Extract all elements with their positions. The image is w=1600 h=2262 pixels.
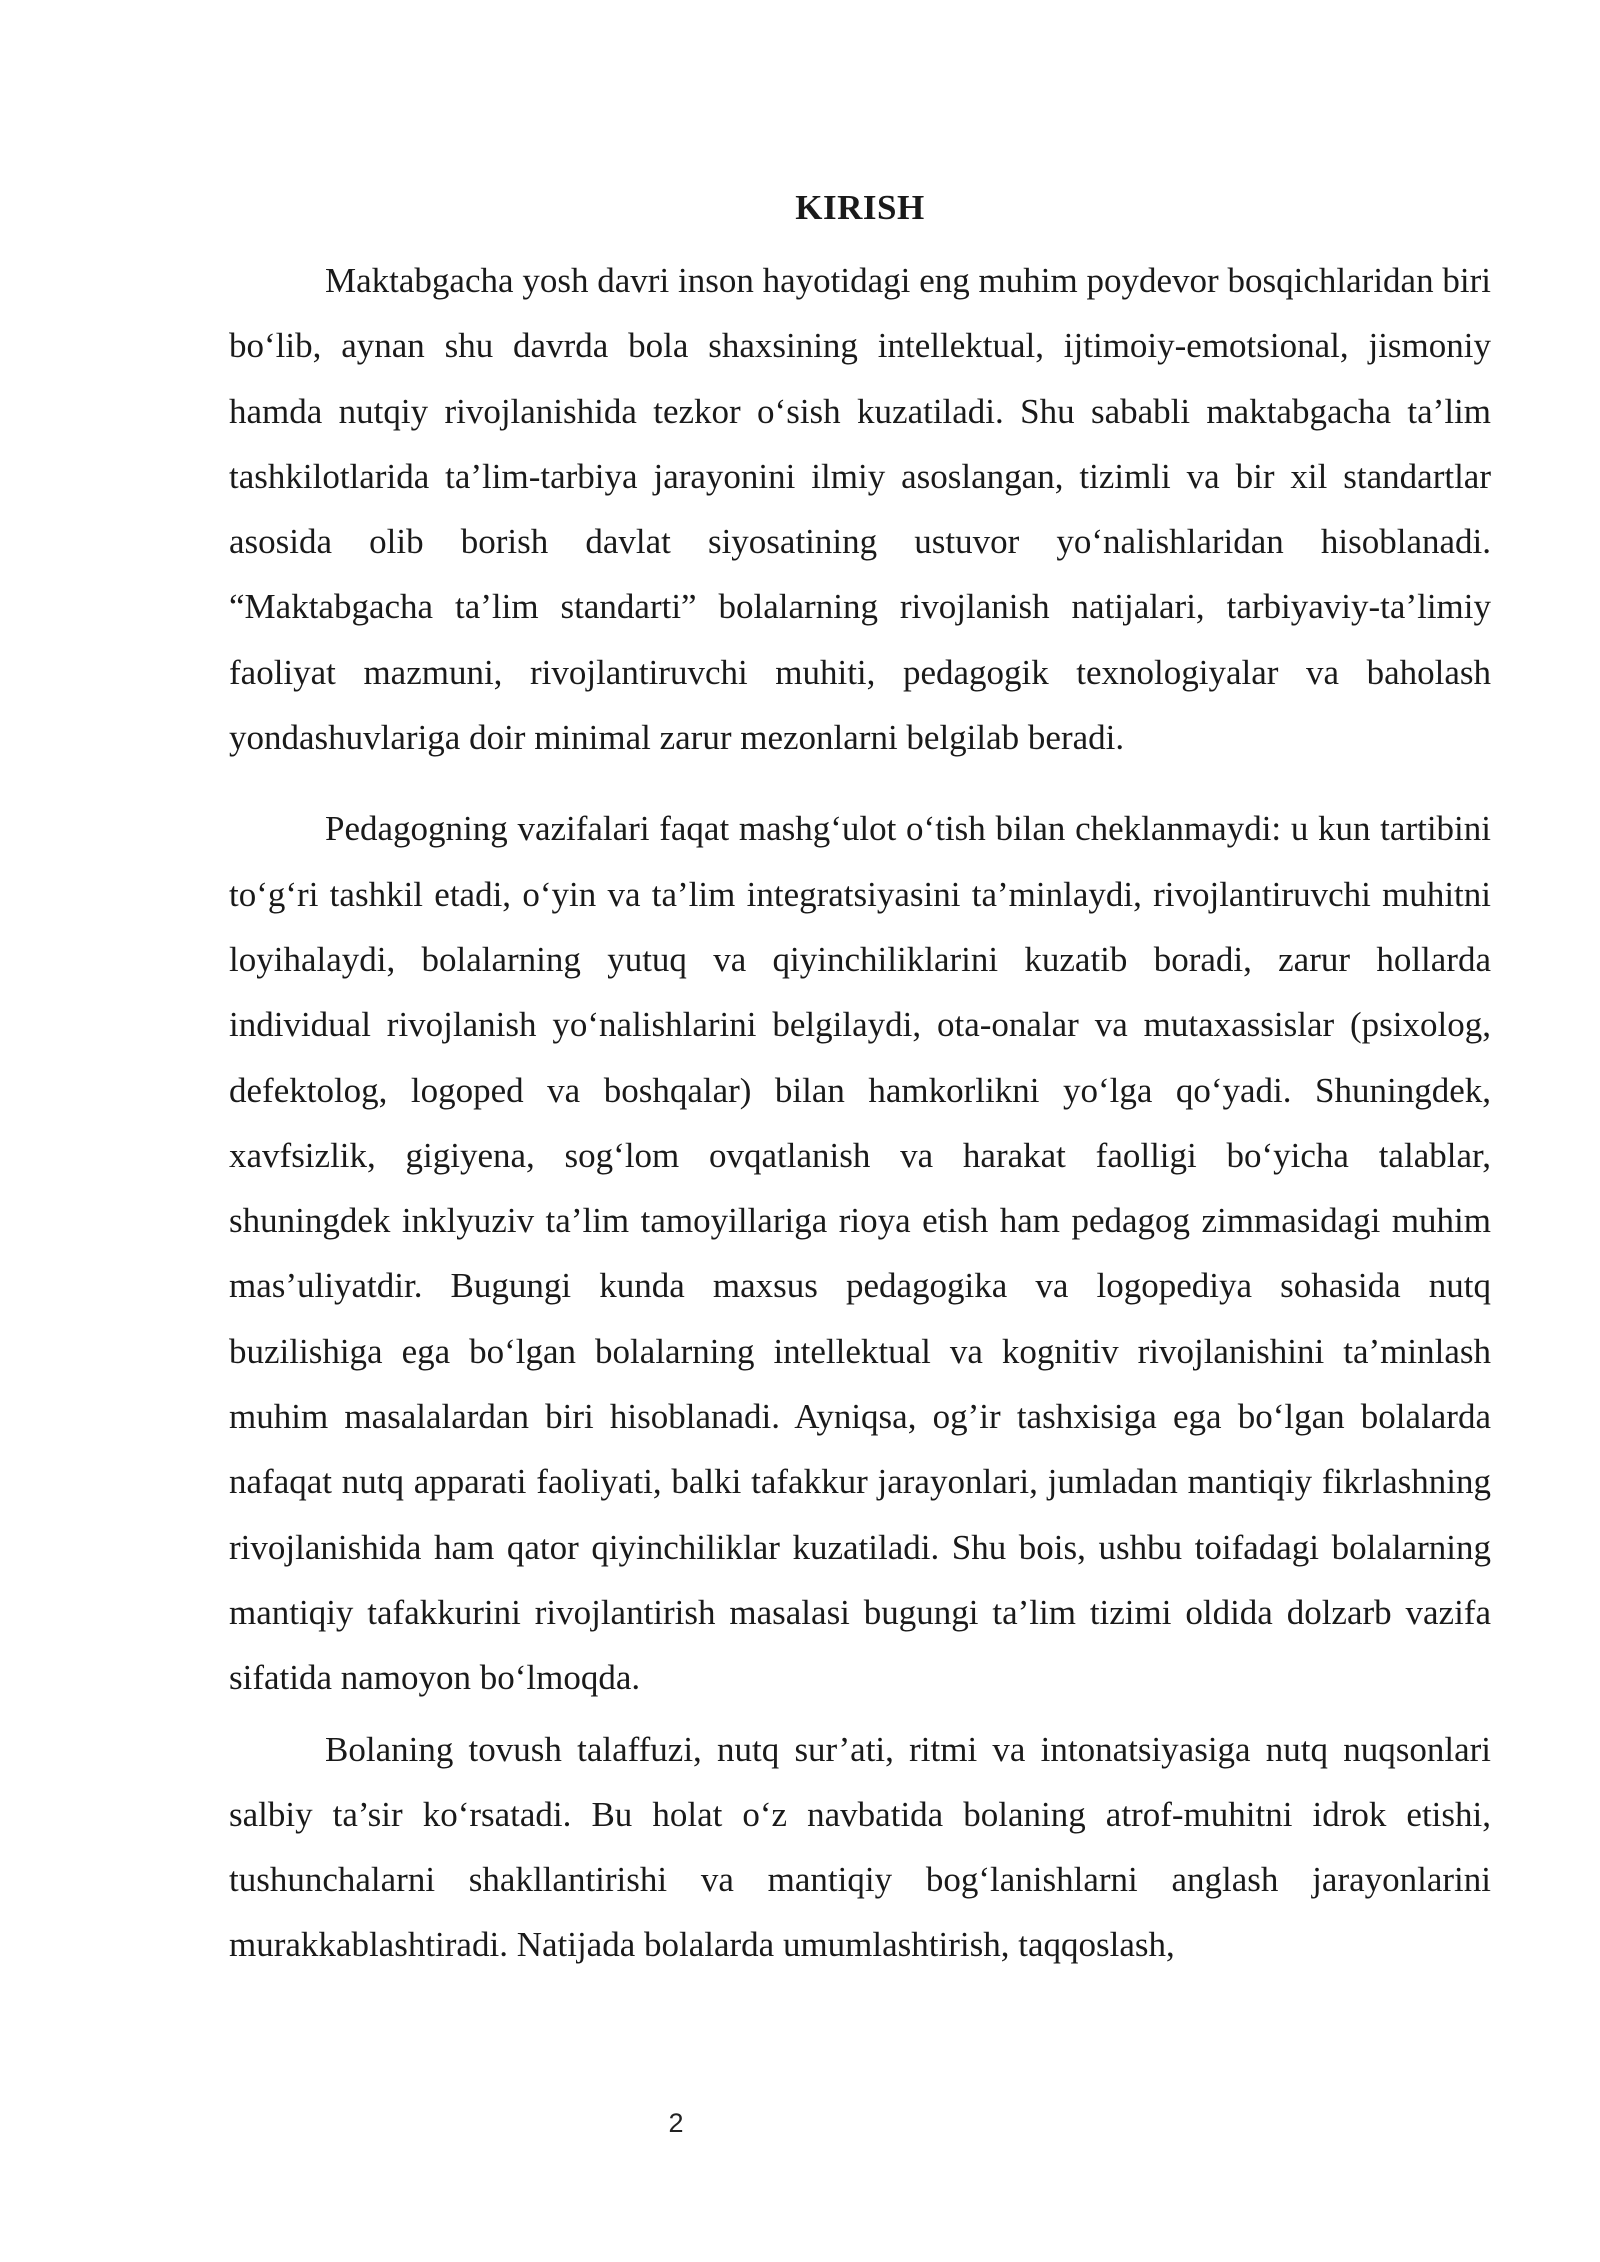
paragraph-pedagogue-duties: Pedagogning vazifalari faqat mashgʻulot oʻtish bilan cheklanmaydi: u kun tartibini toʻgʻri tashkil etadi, oʻyin va ta’lim integratsiyasini ta’minlaydi, rivojlantiruvchi muhitni loyihalaydi, bolalarning yutuq va qiyinchiliklarini kuzatib boradi, zarur hollarda individual rivojlanish yoʻnalishlarini belgilaydi, ota-onalar va mutaxassislar (psixolog, defektolog, logoped va boshqalar) bilan hamkorlikni yoʻlga qoʻyadi. Shuningdek, xavfsizlik, gigiyena, sogʻlom ovqatlanish va harakat faolligi boʻyicha talablar, shuningdek inklyuziv ta’lim tamoyillariga rioya etish ham pedagog zimmasidagi muhim mas’uliyatdir. Bugungi kunda maxsus pedagogika va logopediya sohasida nutq buzilishiga ega boʻlgan bolalarning intellektual va kognitiv rivojlanishini ta’minlash muhim masalalardan biri hisoblanadi. Ayniqsa, og’ir tashxisiga ega boʻlgan bolalarda nafaqat nutq apparati faoliyati, balki tafakkur jarayonlari, jumladan mantiqiy fikrlashning rivojlanishida ham qator qiyinchiliklar kuzatiladi. Shu bois, ushbu toifadagi bolalarning mantiqiy tafakkurini rivojlantirish masalasi bugungi ta’lim tizimi oldida dolzarb vazifa sifatida namoyon boʻlmoqda. <box>229 809 1491 1698</box>
page-number: 2 <box>668 2108 684 2138</box>
page-content <box>229 182 1491 1978</box>
paragraph-speech-defects: Bolaning tovush talaffuzi, nutq sur’ati, ritmi va intonatsiyasiga nutq nuqsonlari salbiy ta’sir koʻrsatadi. Bu holat oʻz navbatida bolaning atrof-muhitni idrok etishi, tushunchalarni shakllantirishi va mantiqiy bogʻlanishlarni anglash jarayonlarini murakkablashtiradi. Natijada bolalarda umumlashtirish, taqqoslash, <box>229 1729 1491 1965</box>
paragraph-intro: Maktabgacha yosh davri inson hayotidagi eng muhim poydevor bosqichlaridan biri boʻlib, aynan shu davrda bola shaxsining intellektual, ijtimoiy-emotsional, jismoniy hamda nutqiy rivojlanishida tezkor oʻsish kuzatiladi. Shu sababli maktabgacha ta’lim tashkilotlarida ta’lim-tarbiya jarayonini ilmiy asoslangan, tizimli va bir xil standartlar asosida olib borish davlat siyosatining ustuvor yoʻnalishlaridan hisoblanadi. “Maktabgacha ta’lim standarti” bolalarning rivojlanish natijalari, tarbiyaviy-ta’limiy faoliyat mazmuni, rivojlantiruvchi muhiti, pedagogik texnologiyalar va baholash yondashuvlariga doir minimal zarur mezonlarni belgilab beradi. <box>229 261 1491 758</box>
page-title: KIRISH <box>795 188 925 227</box>
